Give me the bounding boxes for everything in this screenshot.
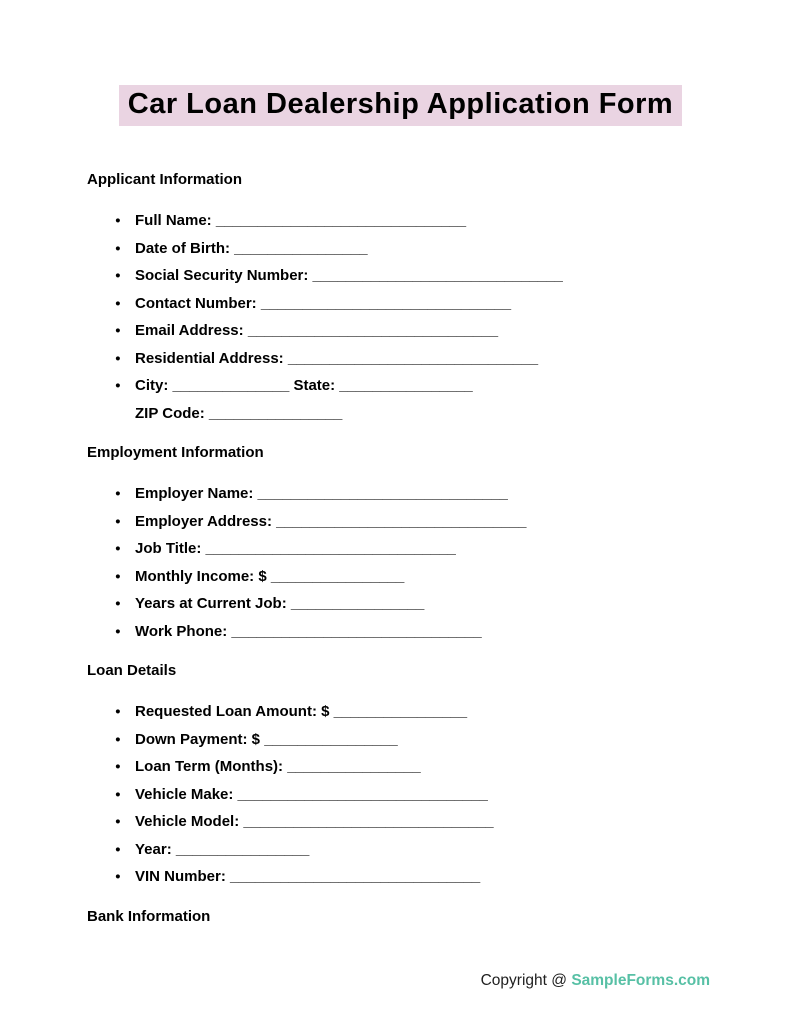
page-footer	[481, 972, 710, 990]
form-line-employer-name: ● Employer Name: ______________________________	[135, 480, 714, 508]
applicant-field-list	[87, 207, 714, 427]
form-line-full-name: ● Full Name: ______________________________	[135, 207, 714, 235]
form-line-social-security-number: ● Social Security Number: ______________________________	[135, 262, 714, 290]
form-line-year: ● Year: ________________	[135, 836, 714, 864]
form-line-work-phone: ● Work Phone: ______________________________	[135, 618, 714, 646]
section-heading-applicant-information: Applicant Information	[87, 171, 242, 188]
form-line-down-payment: ● Down Payment: $ ________________	[135, 726, 714, 754]
form-line-employer-address: ● Employer Address: ______________________________	[135, 508, 714, 536]
form-line-requested-loan-amount: ● Requested Loan Amount: $ ________________	[135, 698, 714, 726]
form-line-job-title: ● Job Title: ______________________________	[135, 535, 714, 563]
employment-field-list	[87, 480, 714, 645]
section-applicant-information	[87, 171, 714, 427]
form-line-zip-code: ZIP Code: ________________	[135, 404, 343, 422]
form-line-date-of-birth: ● Date of Birth: ________________	[135, 235, 714, 263]
form-line-vin-number: ● VIN Number: ______________________________	[135, 863, 714, 891]
section-loan-details	[87, 662, 714, 891]
form-line-vehicle-model: ● Vehicle Model: ______________________________	[135, 808, 714, 836]
copyright-text: Copyright @	[480, 972, 567, 989]
section-heading-employment-information: Employment Information	[87, 444, 264, 461]
form-line-city-state: ● City: ______________ State: ________________	[135, 372, 714, 400]
section-bank-information	[87, 908, 714, 926]
section-heading-bank-information: Bank Information	[87, 907, 211, 925]
form-line-residential-address: ● Residential Address: ______________________________	[135, 345, 714, 373]
page-title	[87, 85, 714, 126]
loan-field-list	[87, 698, 714, 891]
form-line-vehicle-make: ● Vehicle Make: ______________________________	[135, 781, 714, 809]
title-highlight: Car Loan Dealership Application Form	[119, 85, 682, 126]
sampleforms-link[interactable]: SampleForms.com	[571, 972, 710, 989]
section-employment-information	[87, 444, 714, 645]
form-line-monthly-income: ● Monthly Income: $ ________________	[135, 563, 714, 591]
form-line-email-address: ● Email Address: ______________________________	[135, 317, 714, 345]
form-line-contact-number: ● Contact Number: ______________________________	[135, 290, 714, 318]
form-line-loan-term: ● Loan Term (Months): ________________	[135, 753, 714, 781]
form-line-years-at-current-job: ● Years at Current Job: ________________	[135, 590, 714, 618]
section-heading-loan-details: Loan Details	[87, 662, 177, 679]
